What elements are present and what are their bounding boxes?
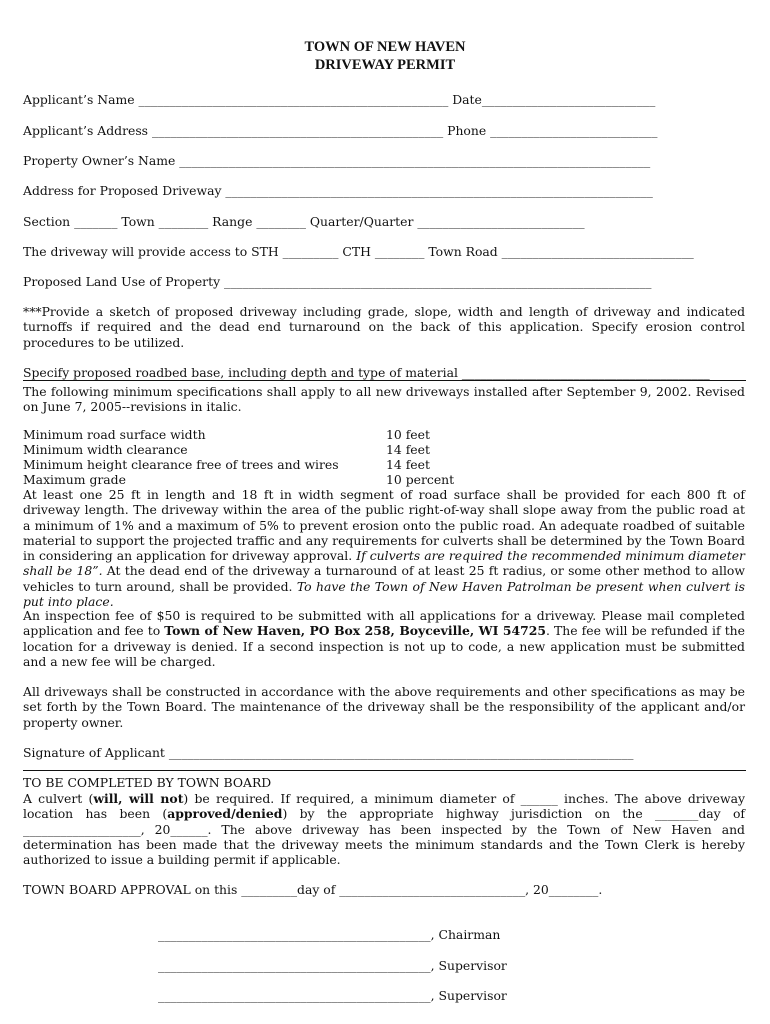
mailing-address: Town of New Haven, PO Box 258, Boyceville, WI 54725 — [164, 623, 546, 639]
spec-row — [23, 442, 483, 457]
will-will-not: will, will not — [93, 791, 184, 806]
spec-label: Maximum grade — [23, 472, 126, 487]
spec-row — [23, 427, 483, 442]
spec-label: Minimum road surface width — [23, 427, 206, 442]
section-divider — [23, 380, 746, 381]
board-approval-line[interactable]: TOWN BOARD APPROVAL on this _________day of ______________________________, 20________. — [23, 882, 603, 897]
chairman-signature-line[interactable]: ____________________________________________, Chairman — [158, 927, 501, 942]
applicant-name-line[interactable]: Applicant’s Name __________________________________________________ Date____________________________ — [23, 92, 656, 107]
spec-label: Minimum height clearance free of trees and wires — [23, 457, 339, 472]
culvert-italic-note: If culverts are required the recommended minimum diameter shall be 18”. — [23, 548, 745, 579]
spec-value: 10 feet — [386, 427, 430, 442]
section-town-range-line[interactable]: Section _______ Town ________ Range ________ Quarter/Quarter ___________________________ — [23, 214, 585, 229]
spec-value: 14 feet — [386, 442, 430, 457]
specs-intro: The following minimum specifications shall apply to all new driveways installed after September 9, 2002. Revised on June 7, 2005--revisions in italic. — [23, 384, 745, 415]
specs-text: At least one 25 ft in length and 18 ft in width segment of road surface shall be provided for each 800 ft of driveway length. The driveway within the area of the public right-of-way shall slope away from the public road at a minimum of 1% and a maximum of 5% to prevent erosion onto the public road. An adequate roadbed of suitable material to support the projected traffic and any requirements for culverts shall be determined by the Town Board in considering an application for driveway approval. — [23, 487, 745, 564]
supervisor-signature-line[interactable]: ____________________________________________, Supervisor — [158, 988, 507, 1003]
inspection-text: An inspection fee of $50 is required to be submitted with all applications for a driveway. Please mail completed application and fee to — [23, 608, 745, 639]
spec-value: 14 feet — [386, 457, 430, 472]
construction-paragraph: All driveways shall be constructed in accordance with the above requirements and other specifications as may be set forth by the Town Board. The maintenance of the driveway shall be the responsibility of the applicant and/or property owner. — [23, 684, 745, 730]
board-heading: TO BE COMPLETED BY TOWN BOARD — [23, 775, 272, 790]
property-owner-line[interactable]: Property Owner’s Name ____________________________________________________________________________ — [23, 153, 651, 168]
inspection-fee-paragraph — [23, 608, 745, 669]
access-line[interactable]: The driveway will provide access to STH _________ CTH ________ Town Road _______________________________ — [23, 244, 694, 259]
supervisor-signature-line[interactable]: ____________________________________________, Supervisor — [158, 958, 507, 973]
spec-value: 10 percent — [386, 472, 455, 487]
land-use-line[interactable]: Proposed Land Use of Property _____________________________________________________________________ — [23, 274, 652, 289]
board-text: ) by the appropriate highway jurisdiction on the _______day of ___________________, 20______. The above driveway has been inspected by the Town of New Haven and determination has been made that the driveway meets the minimum standards and the Town Clerk is hereby authorized to issue a building permit if applicable. — [23, 806, 746, 868]
board-paragraph — [23, 791, 745, 867]
specs-text: At the dead end of the driveway a turnaround of at least 25 ft radius, or some other method to allow vehicles to turn around, shall be provided. — [23, 563, 745, 594]
driveway-address-line[interactable]: Address for Proposed Driveway _____________________________________________________________________ — [23, 183, 653, 198]
roadbed-line[interactable]: Specify proposed roadbed base, including depth and type of material ________________________________________ — [23, 365, 710, 380]
spec-row — [23, 457, 483, 472]
form-title-permit: DRIVEWAY PERMIT — [314, 57, 456, 73]
spec-label: Minimum width clearance — [23, 442, 188, 457]
patrolman-italic-note: To have the Town of New Haven Patrolman be present when culvert is put into place. — [23, 578, 746, 610]
specs-body — [23, 487, 745, 609]
sketch-instructions: ***Provide a sketch of proposed driveway including grade, slope, width and length of driveway and indicated turnoffs if required and the dead end turnaround on the back of this application. Specify erosion control procedures to be utilized. — [23, 304, 745, 350]
spec-row — [23, 472, 483, 487]
applicant-address-line[interactable]: Applicant’s Address _______________________________________________ Phone ___________________________ — [23, 123, 658, 138]
signature-line[interactable]: Signature of Applicant ___________________________________________________________________________ — [23, 745, 634, 760]
form-title-town: TOWN OF NEW HAVEN — [304, 39, 466, 55]
board-divider — [23, 770, 746, 771]
board-text: ) be required. If required, a minimum diameter of ______ inches. The above driveway location has been ( — [23, 791, 745, 822]
inspection-text: . The fee will be refunded if the location for a driveway is denied. If a second inspection is not up to code, a new application must be submitted and a new fee will be charged. — [23, 623, 745, 669]
board-text: A culvert ( — [23, 791, 94, 806]
approved-denied: approved/denied — [167, 806, 283, 822]
